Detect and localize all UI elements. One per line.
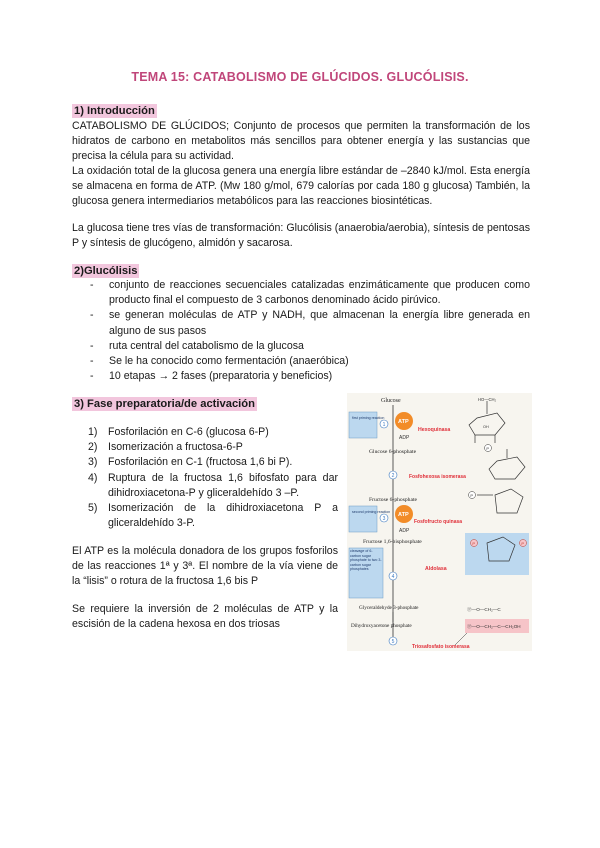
enzyme-aldolasa: Aldolasa bbox=[425, 566, 447, 572]
glycolysis-preparatory-figure bbox=[347, 393, 532, 651]
section-heading-glucolisis: 2)Glucólisis bbox=[74, 265, 138, 277]
preparatory-steps-list bbox=[88, 425, 338, 531]
f6p-label: Fructose 6-phosphate bbox=[369, 497, 418, 503]
document-title: TEMA 15: CATABOLISMO DE GLÚCIDOS. GLUCÓLISIS. bbox=[131, 70, 469, 84]
enzyme-fosfofructo-quinasa: Fosfofructo quinasa bbox=[414, 519, 463, 525]
enzyme-triosafosfato-isomerasa: Triosafosfato isomerasa bbox=[412, 644, 470, 650]
second-priming-label: second priming reaction bbox=[352, 510, 391, 514]
step-5-number: 5 bbox=[391, 639, 395, 645]
glucolisis-bullet-list bbox=[90, 278, 530, 384]
investment-paragraph: Se requiere la inversión de 2 moléculas de ATP y la escisión de la cadena hexosa en dos triosas bbox=[72, 603, 338, 631]
cleavage-note-container bbox=[350, 549, 383, 597]
phosphate-f6p-label: P bbox=[470, 493, 474, 498]
intro-paragraph-3: La glucosa tiene tres vías de transformación: Glucólisis (anaerobia/aerobia), síntesis de pentosas P y síntesis de glucógeno, almidón y sacarosa. bbox=[72, 222, 530, 250]
phosphate-g6p-label: P bbox=[486, 446, 490, 451]
section-heading-introduccion: 1) Introducción bbox=[74, 105, 155, 117]
g6p-label: Glucose 6-phosphate bbox=[369, 449, 417, 455]
phosphate-f16bp-1-label: P bbox=[472, 541, 476, 546]
list-item: - 10 etapas → 2 fases (preparatoria y beneficios) bbox=[90, 370, 333, 383]
enzyme-fosfohexosa-isomerasa: Fosfohexosa isomerasa bbox=[409, 474, 466, 480]
list-item: 5) Isomerización de la dihidroxiacetona P a gliceraldehído 3-P. bbox=[88, 502, 338, 530]
step-4-number: 4 bbox=[391, 574, 395, 580]
list-item: - ruta central del catabolismo de la glucosa bbox=[90, 339, 304, 352]
glucose-oh-group: OH bbox=[483, 425, 489, 429]
enzyme-hexoquinasa: Hexoquinasa bbox=[418, 427, 451, 433]
intro-paragraph-1: CATABOLISMO DE GLÚCIDOS; Conjunto de procesos que permiten la transformación de los hidratos de carbono en metabolitos más sencillos para obtener energía y las sustancias que precisa la célula para su actividad. bbox=[72, 120, 530, 163]
g3p-label: Glyceraldehyde 3-phosphate bbox=[359, 605, 419, 611]
atp-label-1: ATP bbox=[398, 419, 409, 425]
first-priming-label: first priming reaction bbox=[352, 416, 385, 420]
list-item: - se generan moléculas de ATP y NADH, que almacenan la energía libre generada en alguno de sus pasos bbox=[90, 309, 530, 337]
list-item: - conjunto de reacciones secuenciales catalizadas enzimáticamente que producen como producto final el compuesto de 3 carbonos denominado ácido pirúvico. bbox=[90, 279, 530, 307]
step-1-number: 1 bbox=[382, 422, 386, 428]
step-2-number: 2 bbox=[391, 473, 395, 479]
adp-label-2: ADP bbox=[399, 528, 410, 534]
cleavage-note: cleavage of 6-carbon sugar phosphate to two 3-carbon sugar phosphates bbox=[350, 549, 382, 572]
glycolysis-diagram bbox=[347, 393, 532, 651]
adp-label-1: ADP bbox=[399, 435, 410, 441]
f6p-structure bbox=[477, 489, 523, 513]
atp-paragraph: El ATP es la molécula donadora de los grupos fosforilos de las reacciones 1ª y 3ª. El nombre de la vía viene de la “lisis” o rotura de la fructosa 1,6 bis P bbox=[72, 545, 338, 588]
step-3-number: 3 bbox=[382, 516, 386, 522]
f16bp-label: Fructose 1,6-bisphosphate bbox=[363, 539, 422, 545]
atp-label-2: ATP bbox=[398, 512, 409, 518]
glucose-structure bbox=[469, 401, 505, 443]
glucose-ch2oh-group: HO—CH₂ bbox=[478, 397, 497, 402]
list-item: 2) Isomerización a fructosa-6-P bbox=[88, 441, 243, 454]
g6p-structure bbox=[489, 449, 525, 479]
g3p-structure: Ⓟ—O—CH₂—C bbox=[467, 607, 501, 612]
intro-paragraph-2: La oxidación total de la glucosa genera una energía libre estándar de –2840 kJ/mol. Esta energía se almacena en forma de ATP. (Mw 180 g/mol, 679 calorías por cada 180 g glucosa) También, la glucosa genera intermediarios metabólicos para las reacciones biosintéticas. bbox=[72, 165, 530, 208]
section-heading-fase-preparatoria: 3) Fase preparatoria/de activación bbox=[74, 398, 255, 410]
phosphate-f16bp-2-label: P bbox=[521, 541, 525, 546]
list-item: - Se le ha conocido como fermentación (anaeróbica) bbox=[90, 355, 349, 368]
list-item: 3) Fosforilación en C-1 (fructosa 1,6 bi P). bbox=[88, 456, 293, 469]
list-item: 4) Ruptura de la fructosa 1,6 bifosfato para dar dihidroxiacetona-P y gliceraldehído 3 –P. bbox=[88, 471, 338, 499]
glucose-label: Glucose bbox=[381, 398, 401, 404]
dhap-label: Dihydroxyacetone phosphate bbox=[351, 623, 412, 629]
list-item: 1) Fosforilación en C-6 (glucosa 6-P) bbox=[88, 426, 269, 438]
dhap-structure: Ⓟ—O—CH₂—C—CH₂OH bbox=[467, 624, 521, 629]
